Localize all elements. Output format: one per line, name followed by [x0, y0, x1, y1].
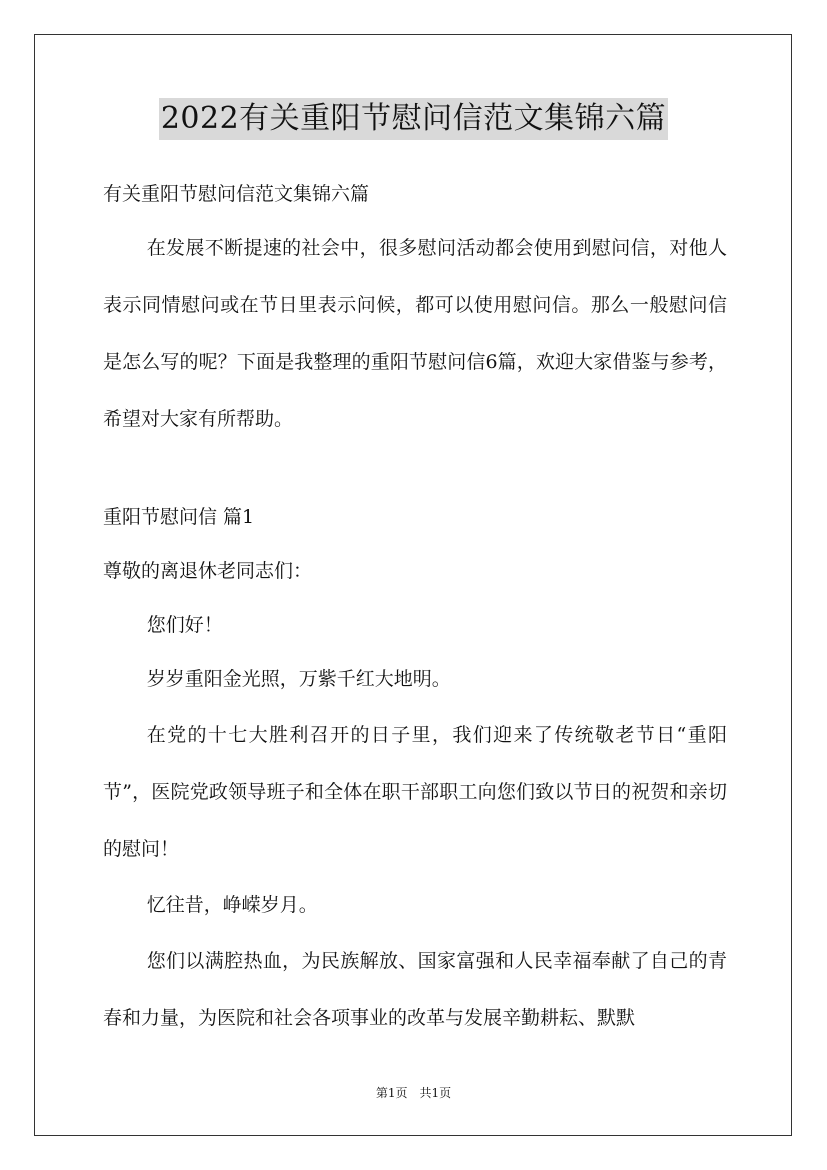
section-heading: 重阳节慰问信 篇1	[103, 506, 255, 528]
page-number-footer: 第1页 共1页	[375, 1086, 452, 1100]
paragraph-congratulation: 在党的十七大胜利召开的日子里，我们迎来了传统敬老节日“重阳节”，医院党政领导班子和全体在职干部职工向您们致以节日的祝贺和亲切的慰问！	[103, 724, 727, 860]
paragraph-dedication: 您们以满腔热血，为民族解放、国家富强和人民幸福奉献了自己的青春和力量，为医院和社会各项事业的改革与发展辛勤耕耘、默默	[103, 950, 727, 1029]
verse-line: 岁岁重阳金光照，万紫千红大地明。	[146, 668, 451, 690]
greeting: 您们好！	[146, 614, 223, 636]
subtitle: 有关重阳节慰问信范文集锦六篇	[103, 183, 370, 205]
salutation: 尊敬的离退休老同志们：	[103, 560, 313, 582]
intro-paragraph: 在发展不断提速的社会中，很多慰问活动都会使用到慰问信，对他人表示同情慰问或在节日里表示问候，都可以使用慰问信。那么一般慰问信是怎么写的呢？下面是我整理的重阳节慰问信6篇，欢迎大家借鉴与参考，希望对大家有所帮助。	[103, 237, 727, 430]
spacer	[103, 448, 727, 498]
recollection-line: 忆往昔，峥嵘岁月。	[146, 894, 318, 916]
document-title: 2022有关重阳节慰问信范文集锦六篇	[159, 98, 668, 140]
title-container	[0, 98, 827, 140]
document-body	[103, 175, 727, 1047]
